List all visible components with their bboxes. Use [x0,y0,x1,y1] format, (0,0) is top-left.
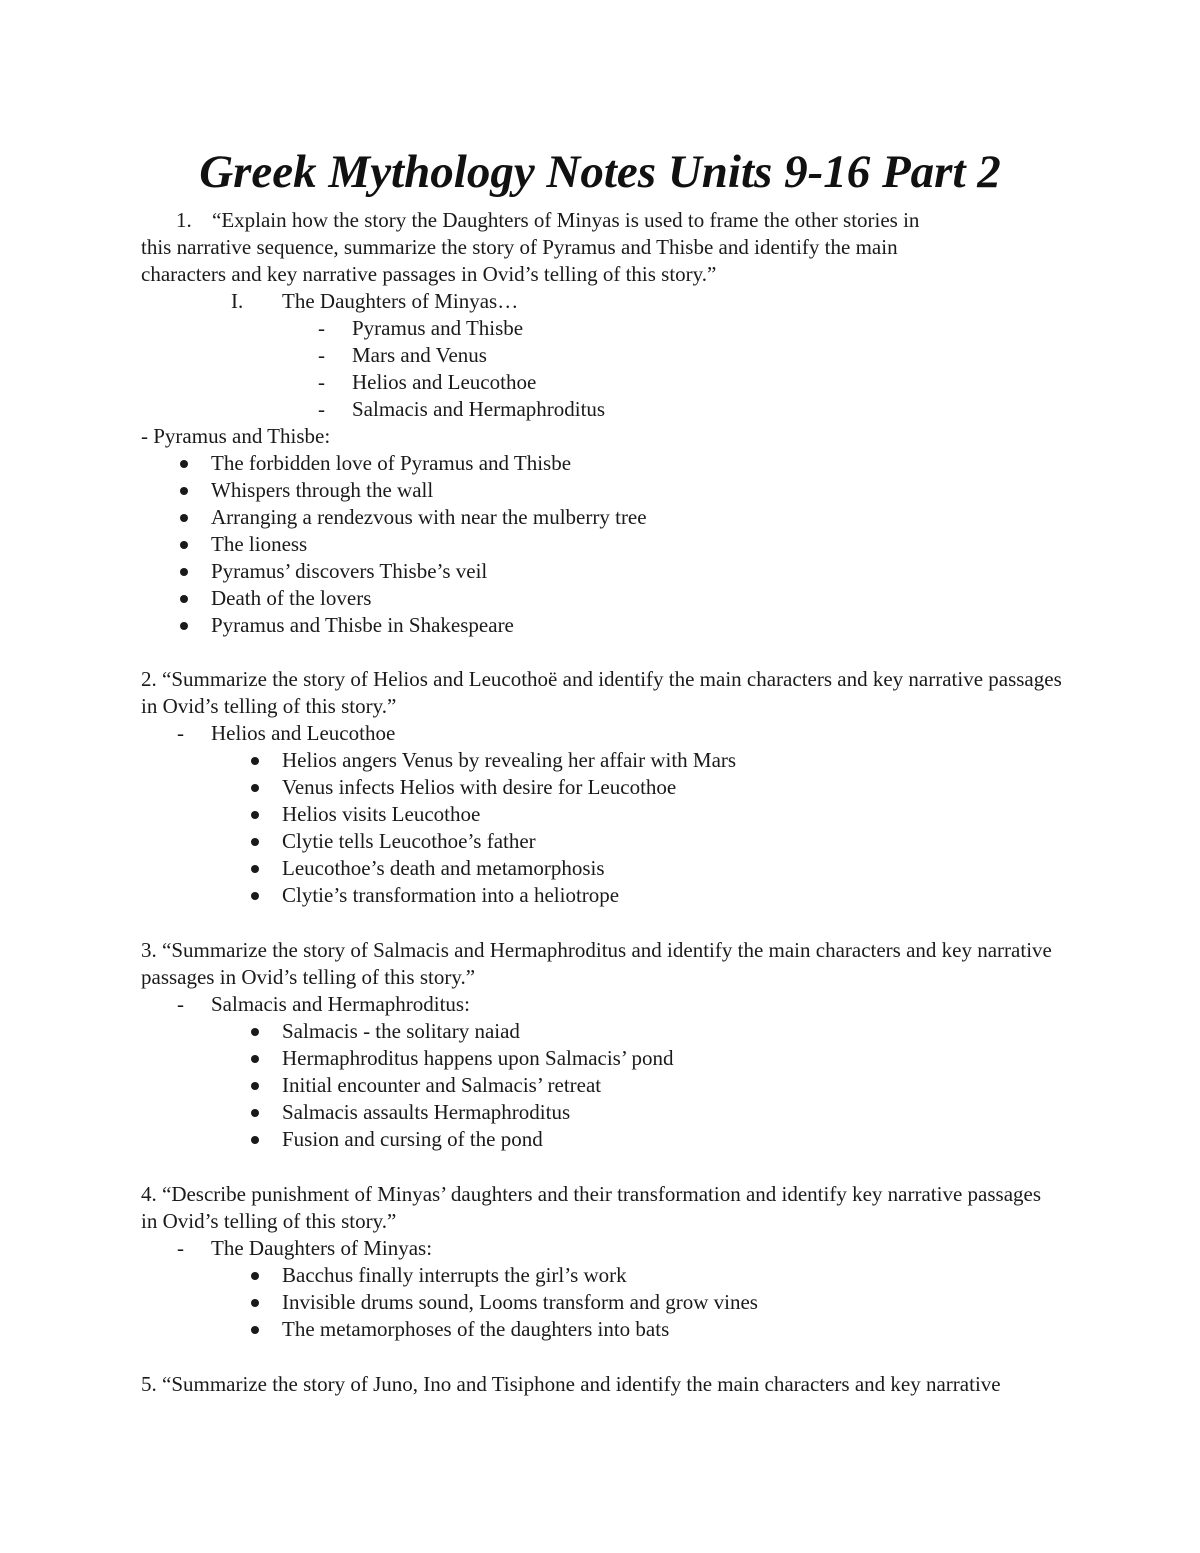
q5-line-1: 5. “Summarize the story of Juno, Ino and Tisiphone and identify the main characters and key narrative [141,1372,1001,1396]
q2-bullet-4: Clytie tells Leucothoe’s father [282,829,536,853]
q2-dash-item: Helios and Leucothoe [211,721,396,745]
bullet-dot [251,757,259,765]
bullet-dot [251,1326,259,1334]
q1-roman-item: The Daughters of Minyas… [282,289,519,313]
q1-bullet-4: The lioness [211,532,308,556]
dash-marker: - [318,343,325,367]
bullet-dot [251,892,259,900]
bullet-dot [251,1136,259,1144]
dash-marker: - [318,316,325,340]
bullet-dot [180,622,188,630]
q4-line-2: in Ovid’s telling of this story.” [141,1209,397,1233]
document-title: Greek Mythology Notes Units 9-16 Part 2 [199,146,1001,198]
q3-bullet-2: Hermaphroditus happens upon Salmacis’ pond [282,1046,674,1070]
q3-dash-item: Salmacis and Hermaphroditus: [211,992,470,1016]
q1-bullet-5: Pyramus’ discovers Thisbe’s veil [211,559,488,583]
q3-bullet-3: Initial encounter and Salmacis’ retreat [282,1073,602,1097]
q1-line-2: this narrative sequence, summarize the story of Pyramus and Thisbe and identify the main [141,235,898,259]
q2-bullet-5: Leucothoe’s death and metamorphosis [282,856,605,880]
bullet-dot [180,514,188,522]
bullet-dot [180,595,188,603]
q2-bullet-2: Venus infects Helios with desire for Leucothoe [282,775,677,799]
q1-bullet-6: Death of the lovers [211,586,372,610]
q1-dash-item-3: Helios and Leucothoe [352,370,537,394]
q1-dash-item-1: Pyramus and Thisbe [352,316,524,340]
bullet-dot [180,460,188,468]
bullet-dot [251,1299,259,1307]
q1-bullet-7: Pyramus and Thisbe in Shakespeare [211,613,514,637]
q3-bullet-4: Salmacis assaults Hermaphroditus [282,1100,571,1124]
q3-bullet-1: Salmacis - the solitary naiad [282,1019,520,1043]
q2-bullet-6: Clytie’s transformation into a heliotrope [282,883,620,907]
q2-line-1: 2. “Summarize the story of Helios and Leucothoë and identify the main characters and key narrative passages [141,667,1062,691]
dash-marker: - [318,397,325,421]
q1-roman-marker: I. [231,289,244,313]
q3-line-1: 3. “Summarize the story of Salmacis and Hermaphroditus and identify the main characters and key narrative [141,938,1052,962]
dash-marker: - [177,721,184,745]
bullet-dot [251,1055,259,1063]
bullet-dot [251,1272,259,1280]
q1-line-3: characters and key narrative passages in Ovid’s telling of this story.” [141,262,717,286]
dash-marker: - [318,370,325,394]
q3-line-2: passages in Ovid’s telling of this story.” [141,965,476,989]
q1-sub-heading: - Pyramus and Thisbe: [141,424,331,448]
q4-bullet-3: The metamorphoses of the daughters into bats [282,1317,670,1341]
q1-line-1: “Explain how the story the Daughters of Minyas is used to frame the other stories in [212,208,920,232]
q2-line-2: in Ovid’s telling of this story.” [141,694,397,718]
bullet-dot [180,568,188,576]
bullet-dot [251,811,259,819]
q1-dash-item-4: Salmacis and Hermaphroditus [352,397,606,421]
q4-line-1: 4. “Describe punishment of Minyas’ daughters and their transformation and identify key narrative passages [141,1182,1042,1206]
dash-marker: - [177,1236,184,1260]
bullet-dot [251,1028,259,1036]
q2-bullet-3: Helios visits Leucothoe [282,802,481,826]
q4-bullet-2: Invisible drums sound, Looms transform and grow vines [282,1290,758,1314]
bullet-dot [180,487,188,495]
bullet-dot [251,838,259,846]
bullet-dot [251,865,259,873]
bullet-dot [251,1109,259,1117]
q1-bullet-2: Whispers through the wall [211,478,434,502]
bullet-dot [251,1082,259,1090]
q1-dash-item-2: Mars and Venus [352,343,487,367]
q1-bullet-3: Arranging a rendezvous with near the mulberry tree [211,505,647,529]
q3-bullet-5: Fusion and cursing of the pond [282,1127,543,1151]
bullet-dot [180,541,188,549]
q4-bullet-1: Bacchus finally interrupts the girl’s work [282,1263,627,1287]
bullet-dot [251,784,259,792]
q1-bullet-1: The forbidden love of Pyramus and Thisbe [211,451,572,475]
q1-number: 1. [176,208,192,232]
dash-marker: - [177,992,184,1016]
q2-bullet-1: Helios angers Venus by revealing her affair with Mars [282,748,737,772]
q4-dash-item: The Daughters of Minyas: [211,1236,433,1260]
